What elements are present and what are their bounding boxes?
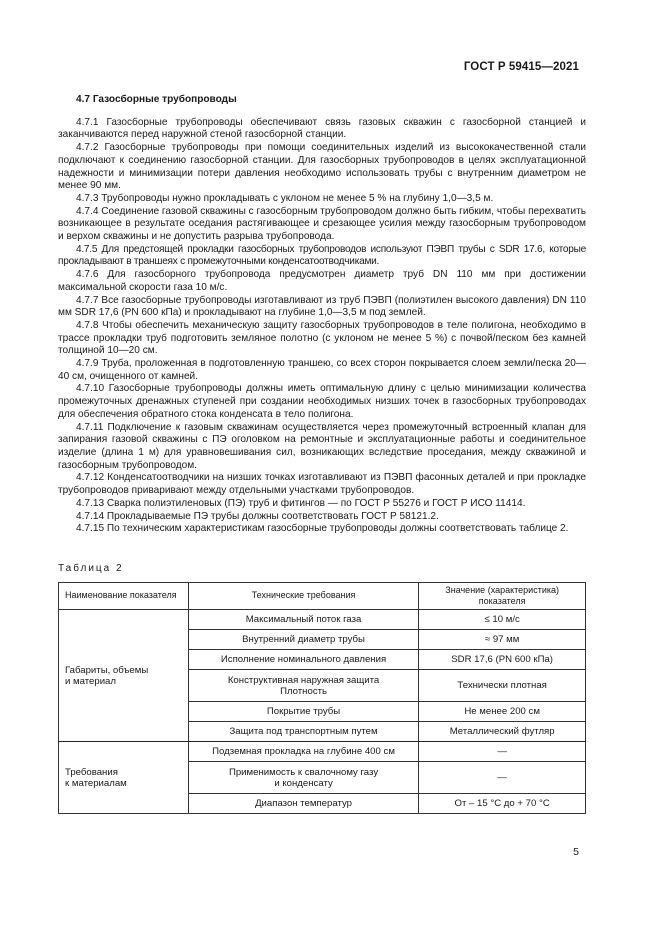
paragraph-4-7-14: 4.7.14 Прокладываемые ПЭ трубы должны соответствовать ГОСТ Р 58121.2.	[76, 510, 439, 522]
group-material-requirements	[59, 742, 189, 814]
value-cell: Технически плотная	[419, 670, 586, 702]
requirement-cell: Исполнение номинального давления	[188, 650, 418, 670]
value-cell: —	[419, 762, 586, 794]
value-cell: Металлический футляр	[419, 722, 586, 742]
requirement-cell: Подземная прокладка на глубине 400 см	[188, 742, 418, 762]
paragraph-4-7-4: 4.7.4 Соединение газовой скважины с газосборным трубопроводом должно быть гибким, чтобы перехватить возникающее в результате оседания растягивающее и срезающее усилия между газосборным трубопроводом и верхом скважины и не допустить разрыва трубопровода.	[58, 205, 586, 243]
value-cell: —	[419, 742, 586, 762]
header-indicator-name: Наименование показателя	[59, 582, 189, 610]
requirement-cell: Покрытие трубы	[188, 702, 418, 722]
paragraph-4-7-3: 4.7.3 Трубопроводы нужно прокладывать с уклоном не менее 5 % на глубину 1,0—3,5 м.	[76, 192, 494, 204]
value-cell: Не менее 200 см	[419, 702, 586, 722]
value-cell: ≤ 10 м/с	[419, 610, 586, 630]
requirement-cell: Внутренний диаметр трубы	[188, 630, 418, 650]
paragraph-4-7-10: 4.7.10 Газосборные трубопроводы должны иметь оптимальную длину с целью минимизации количества промежуточных дренажных ступеней при создании необходимых низших точек в газосборных трубопроводах для обеспечения обратного стока конденсата в тело полигона.	[58, 383, 586, 420]
group-name: Габариты, объемы и материал	[65, 664, 149, 687]
requirement-cell: Максимальный поток газа	[188, 610, 418, 630]
table-header-row	[59, 582, 586, 610]
paragraph-4-7-6: 4.7.6 Для газосборного трубопровода предусмотрен диаметр труб DN 110 мм при достижении максимальной скорости газа 10 м/с.	[58, 269, 586, 293]
requirement-cell: Применимость к свалочному газу и конденсату	[188, 762, 418, 794]
paragraph-4-7-11: 4.7.11 Подключение к газовым скважинам осуществляется через промежуточный встроенный клапан для запирания газовой скважины с ПЭ оголовком на ремонтные и эксплуатационные работы и соединительное изделие (длина 1 м) для уравновешивания сил, возникающих вследствие проседания, между скважиной и газосборным трубопроводом.	[58, 421, 586, 471]
value-cell: ≈ 97 мм	[419, 630, 586, 650]
table-row	[59, 610, 586, 630]
paragraph-4-7-1: 4.7.1 Газосборные трубопроводы обеспечивают связь газовых скважин с газосборной станцией и заканчиваются перед наружной стеной газосборной станции.	[58, 116, 586, 141]
table-row	[59, 742, 586, 762]
paragraph-4-7-9: 4.7.9 Труба, проложенная в подготовленную траншею, со всех сторон покрывается слоем земли/песка 20—40 см, очищенного от камней.	[58, 358, 586, 382]
value-cell: SDR 17,6 (PN 600 кПа)	[419, 650, 586, 670]
paragraph-4-7-7: 4.7.7 Все газосборные трубопроводы изготавливают из труб ПЭВП (полиэтилен высокого давления) DN 110 мм SDR 17,6 (PN 600 кПа) и прокладывают на глубине 1,0—3,5 м под землей.	[58, 294, 586, 319]
header-indicator-value: Значение (характеристика) показателя	[419, 582, 586, 610]
requirement-cell: Защита под транспортным путем	[188, 722, 418, 742]
paragraph-4-7-13: 4.7.13 Сварка полиэтиленовых (ПЭ) труб и фитингов — по ГОСТ Р 55276 и ГОСТ Р ИСО 11414.	[76, 497, 526, 509]
document-body	[58, 88, 586, 814]
paragraph-4-7-2: 4.7.2 Газосборные трубопроводы при помощи соединительных изделий из высококачественной стали подключают к соединению газосборной станции. Для газосборных трубопроводов в целях эксплуатационной надежности и минимизации потери давления необходимо использовать трубы с внутренним диаметром не менее 90 мм.	[58, 142, 586, 192]
paragraph-4-7-5: 4.7.5 Для предстоящей прокладки газосборных трубопроводов используют ПЭВП трубы с SDR 17.6, которые прокладывают в траншеях с промежуточными конденсатоотводчиками.	[58, 243, 586, 268]
group-name: Требования к материалам	[65, 766, 127, 789]
paragraph-4-7-15: 4.7.15 По техническим характеристикам газосборные трубопроводы должны соответствовать таблице 2.	[76, 523, 569, 535]
page-number: 5	[573, 846, 579, 858]
group-dimensions-material	[59, 610, 189, 742]
requirement-cell: Конструктивная наружная защита Плотность	[188, 670, 418, 702]
value-cell: От – 15 °С до + 70 °С	[419, 794, 586, 814]
table-caption: Таблица 2	[58, 562, 124, 574]
paragraph-4-7-12: 4.7.12 Конденсатоотводчики на низших точках изготавливают из ПЭВП фасонных деталей и при прокладке трубопроводов приваривают между отдельными участками трубопроводов.	[58, 472, 586, 497]
requirement-cell: Диапазон температур	[188, 794, 418, 814]
paragraph-4-7-8: 4.7.8 Чтобы обеспечить механическую защиту газосборных трубопроводов в теле полигона, необходимо в трассе прокладки труб подготовить земляное полотно (с уклоном не менее 5 %) с почвой/песком без камней толщиной 10—20 см.	[58, 319, 586, 357]
header-technical-requirements: Технические требования	[188, 582, 418, 610]
section-title: 4.7 Газосборные трубопроводы	[76, 94, 237, 105]
standard-code: ГОСТ Р 59415—2021	[463, 61, 579, 73]
spec-table	[58, 582, 586, 815]
